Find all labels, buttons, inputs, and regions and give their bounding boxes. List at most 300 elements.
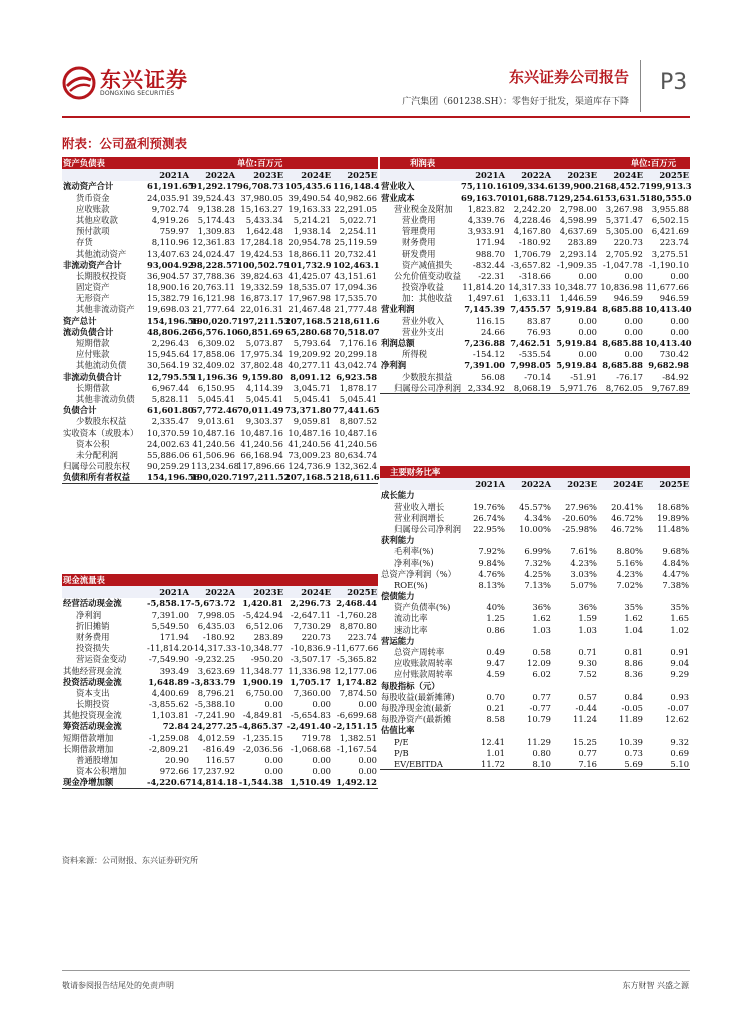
year-label: 2021A bbox=[460, 169, 506, 181]
year-label: 2023E bbox=[236, 169, 284, 181]
cell-value: 5,828.11 bbox=[151, 393, 189, 404]
table-row bbox=[380, 501, 690, 512]
cell-value: 10,370.59 bbox=[147, 427, 190, 438]
cell-value: 6,309.02 bbox=[197, 338, 235, 349]
year-header-row bbox=[62, 586, 378, 598]
cell-value: 8.36 bbox=[624, 669, 643, 680]
row-label: 估值比率 bbox=[381, 725, 415, 736]
table-row bbox=[62, 777, 378, 788]
cell-value: 3,955.88 bbox=[651, 203, 690, 214]
cell-value: 0.00 bbox=[578, 349, 598, 360]
cell-value: 0.70 bbox=[486, 691, 505, 702]
cell-value: 14,814.18 bbox=[191, 777, 238, 788]
cell-value: 66,168.94 bbox=[240, 449, 283, 460]
cell-value: -5,673.72 bbox=[191, 598, 236, 609]
row-label: 少数股东损益 bbox=[402, 371, 453, 382]
table-row bbox=[380, 271, 690, 282]
row-label: 非流动资产合计 bbox=[63, 259, 122, 270]
cell-value: 5,919.84 bbox=[556, 338, 598, 349]
cell-value: 90,259.29 bbox=[147, 461, 190, 472]
row-label: 无形资产 bbox=[76, 293, 110, 304]
cell-value: 6,750.00 bbox=[245, 687, 283, 698]
cell-value: 12.62 bbox=[665, 714, 690, 725]
cell-value: 0.00 bbox=[312, 699, 331, 710]
table-row bbox=[62, 461, 378, 472]
cell-value bbox=[460, 490, 506, 501]
row-label: 利润总额 bbox=[381, 338, 415, 349]
row-label: 其他非流动资产 bbox=[76, 304, 135, 315]
logo-english-text: DONGXING SECURITIES bbox=[100, 90, 175, 97]
year-label: 2023E bbox=[552, 478, 598, 490]
table-row bbox=[62, 326, 378, 337]
table-row bbox=[62, 394, 378, 405]
cell-value: 8.10 bbox=[506, 759, 552, 770]
cell-value: 26.74% bbox=[473, 512, 505, 523]
cell-value: 7,730.29 bbox=[293, 620, 331, 631]
cell-value: 7,391.00 bbox=[464, 360, 505, 371]
row-label: 营业成本 bbox=[381, 192, 415, 203]
table-row bbox=[62, 248, 378, 259]
cell-value: 8.58 bbox=[486, 714, 505, 725]
cell-value: 2,334.92 bbox=[460, 382, 506, 393]
cell-value bbox=[460, 725, 506, 736]
cell-value: 18,535.07 bbox=[288, 282, 331, 293]
year-label: 2022A bbox=[190, 169, 236, 181]
cell-value: 9,702.74 bbox=[151, 203, 189, 214]
cell-value: 972.66 bbox=[159, 766, 189, 777]
cell-value: -1,544.38 bbox=[236, 777, 284, 788]
cell-value: 35% bbox=[670, 602, 690, 613]
table-row bbox=[380, 602, 690, 613]
cell-value: 70,011.49 bbox=[237, 405, 284, 416]
cell-value: 19.76% bbox=[473, 501, 505, 512]
cell-value bbox=[644, 490, 690, 501]
cell-value: 3,933.91 bbox=[467, 226, 505, 237]
cell-value bbox=[598, 535, 644, 546]
cell-value bbox=[552, 635, 598, 646]
cell-value: 393.49 bbox=[159, 665, 189, 676]
cell-value: 22,016.31 bbox=[240, 304, 283, 315]
table-row bbox=[62, 632, 378, 643]
cell-value: 0.00 bbox=[670, 270, 690, 281]
row-label: 经营活动现金流 bbox=[63, 598, 122, 609]
cell-value: 218,611.6 bbox=[333, 472, 380, 483]
cell-value: 1.04 bbox=[624, 624, 643, 635]
table-row bbox=[380, 680, 690, 691]
table-row bbox=[380, 535, 690, 546]
cell-value: 55,886.06 bbox=[147, 449, 190, 460]
cell-value: 11.48% bbox=[657, 523, 690, 534]
row-label: 少数股东权益 bbox=[76, 416, 127, 427]
cell-value: 207,168.5 bbox=[285, 315, 332, 326]
cell-value: 1.65 bbox=[670, 613, 690, 624]
cell-value: 36,904.57 bbox=[147, 270, 190, 281]
cell-value: 0.86 bbox=[486, 624, 505, 635]
cell-value: 168,452.7 bbox=[599, 181, 646, 192]
row-label: 偿债能力 bbox=[381, 591, 415, 602]
cell-value: 2,468.44 bbox=[336, 598, 377, 609]
table-header bbox=[62, 157, 378, 169]
cell-value: 4,012.59 bbox=[197, 732, 235, 743]
cell-value: 60,851.69 bbox=[237, 326, 284, 337]
cell-value bbox=[506, 680, 552, 691]
cell-value: 4,114.39 bbox=[245, 382, 283, 393]
cell-value: 9,767.89 bbox=[644, 382, 690, 393]
cell-value: 1,103.81 bbox=[151, 710, 189, 721]
cell-value: 21,467.48 bbox=[288, 304, 331, 315]
row-label: 公允价值变动收益 bbox=[394, 270, 461, 281]
cell-value: 0.73 bbox=[624, 747, 643, 758]
table-row bbox=[380, 647, 690, 658]
row-label: 现金净增加额 bbox=[62, 777, 146, 788]
cell-value: 13,407.63 bbox=[147, 248, 190, 259]
row-label: 每股净资产(最新摊 bbox=[381, 714, 452, 725]
year-label: 2021A bbox=[146, 169, 190, 181]
row-label: 财务费用 bbox=[402, 237, 436, 248]
cell-value bbox=[644, 591, 690, 602]
cell-value bbox=[598, 490, 644, 501]
cell-value: 7.13% bbox=[524, 579, 551, 590]
cell-value: 96,708.73 bbox=[237, 181, 284, 192]
cell-value: 0.00 bbox=[264, 755, 283, 766]
row-label: 资产负债率(%) bbox=[394, 602, 451, 613]
disclaimer-note: 敬请参阅报告结尾处的免责声明 bbox=[62, 981, 174, 990]
cell-value: 15.25 bbox=[573, 736, 597, 747]
table-row bbox=[380, 293, 690, 304]
cell-value: 113,234.68 bbox=[191, 461, 239, 472]
cell-value: 48,806.26 bbox=[147, 326, 194, 337]
cell-value: 101,688.7 bbox=[507, 192, 554, 203]
cell-value bbox=[644, 635, 690, 646]
cell-value: -832.44 bbox=[472, 259, 505, 270]
cell-value: 16,873.17 bbox=[240, 293, 283, 304]
cell-value: 93,004.92 bbox=[147, 259, 194, 270]
row-label: 营业外支出 bbox=[402, 326, 444, 337]
cell-value: 154,196.56 bbox=[147, 472, 200, 483]
cell-value: 6.99% bbox=[524, 546, 551, 557]
cell-value: 12,361.83 bbox=[192, 237, 235, 248]
cell-value: 1,309.83 bbox=[197, 226, 235, 237]
cell-value: 116.57 bbox=[205, 755, 235, 766]
row-label: 长期投资 bbox=[76, 699, 110, 710]
cell-value: -0.44 bbox=[575, 702, 597, 713]
cell-value: 11.24 bbox=[573, 714, 597, 725]
cell-value bbox=[460, 591, 506, 602]
table-row bbox=[380, 725, 690, 736]
row-label: P/E bbox=[394, 736, 409, 747]
row-label: 速动比率 bbox=[394, 624, 428, 635]
table-row bbox=[380, 226, 690, 237]
row-label: 净利润 bbox=[381, 360, 407, 371]
cell-value bbox=[598, 635, 644, 646]
cell-value: 8.86 bbox=[624, 658, 643, 669]
table-row bbox=[380, 591, 690, 602]
cell-value: 41,240.56 bbox=[240, 438, 283, 449]
table-row bbox=[380, 658, 690, 669]
ratios-title: 主要财务比率 bbox=[380, 466, 690, 478]
cell-value: 7,998.05 bbox=[197, 609, 235, 620]
row-label: 应收账款周转率 bbox=[394, 658, 453, 669]
cell-value: 1.03 bbox=[578, 624, 597, 635]
table-row bbox=[62, 271, 378, 282]
cell-value: 72.84 bbox=[162, 721, 189, 732]
cell-value: 22,291.05 bbox=[334, 203, 378, 214]
cell-value: 36% bbox=[578, 602, 597, 613]
cell-value: 17,094.36 bbox=[334, 282, 378, 293]
cell-value: 102,463.1 bbox=[333, 259, 380, 270]
cell-value: 24,035.91 bbox=[147, 192, 190, 203]
cell-value: 10.39 bbox=[619, 736, 643, 747]
cell-value: 132,362.4 bbox=[334, 461, 378, 472]
row-label: 营运能力 bbox=[381, 635, 415, 646]
cell-value: 100,502.79 bbox=[237, 259, 290, 270]
row-label: 长期借款 bbox=[76, 382, 110, 393]
year-header-row bbox=[62, 169, 378, 181]
cell-value: 37,788.36 bbox=[192, 270, 235, 281]
cell-value: 8,685.88 bbox=[602, 360, 644, 371]
cell-value: -1,259.08 bbox=[148, 732, 189, 743]
cell-value: 1,174.82 bbox=[336, 676, 377, 687]
year-label: 2022A bbox=[506, 169, 552, 181]
cell-value: 5,214.21 bbox=[293, 214, 331, 225]
cell-value: 4.84% bbox=[662, 557, 690, 568]
cell-value: 4,339.76 bbox=[467, 214, 505, 225]
cell-value: 0.21 bbox=[486, 702, 505, 713]
table-row bbox=[380, 259, 690, 270]
row-label: P/B bbox=[394, 747, 409, 758]
cell-value: 0.00 bbox=[624, 315, 644, 326]
cell-value: 1,446.59 bbox=[559, 293, 598, 304]
cell-value: 5.07% bbox=[570, 579, 597, 590]
cell-value: 5,174.43 bbox=[197, 214, 235, 225]
cell-value: 17,237.92 bbox=[192, 766, 235, 777]
cell-value: 20.90 bbox=[165, 755, 189, 766]
cell-value: 12,177.06 bbox=[334, 665, 377, 676]
row-label: 其他非流动负债 bbox=[76, 393, 135, 404]
cell-value: 17,975.34 bbox=[240, 349, 283, 360]
cell-value: 5,793.64 bbox=[293, 338, 331, 349]
cell-value: 6,967.44 bbox=[151, 382, 189, 393]
table-row bbox=[380, 714, 690, 725]
cell-value: 10.00% bbox=[519, 523, 551, 534]
cell-value: -84.92 bbox=[662, 371, 690, 382]
year-label: 2024E bbox=[284, 586, 332, 598]
cell-value: 0.84 bbox=[624, 691, 643, 702]
cell-value: -1,190.10 bbox=[648, 259, 690, 270]
table-row bbox=[380, 736, 690, 747]
cell-value: -180.92 bbox=[518, 237, 552, 248]
cell-value: 5.69 bbox=[598, 759, 644, 770]
table-row bbox=[62, 215, 378, 226]
table-row bbox=[62, 259, 378, 270]
table-row bbox=[380, 360, 690, 371]
cell-value: -2,151.15 bbox=[333, 721, 378, 732]
cell-value: 5,371.47 bbox=[605, 214, 644, 225]
cell-value: 11.89 bbox=[619, 714, 643, 725]
cell-value: 11,677.66 bbox=[646, 282, 690, 293]
cell-value: -4,849.81 bbox=[242, 710, 283, 721]
cell-value: 18,866.11 bbox=[288, 248, 331, 259]
cell-value: 2,335.47 bbox=[151, 416, 189, 427]
cell-value: 1,497.61 bbox=[467, 293, 505, 304]
cell-value: 9.47 bbox=[486, 658, 505, 669]
cell-value: 0.00 bbox=[312, 766, 331, 777]
cell-value: 46.72% bbox=[611, 512, 643, 523]
cell-value: 5,073.87 bbox=[245, 338, 283, 349]
cell-value: 171.94 bbox=[159, 631, 189, 642]
cell-value: 1,938.14 bbox=[293, 226, 331, 237]
cell-value: 10,487.16 bbox=[240, 427, 283, 438]
table-row bbox=[62, 450, 378, 461]
table-row bbox=[380, 192, 690, 203]
cell-value: 56.08 bbox=[481, 371, 505, 382]
cell-value: 0.00 bbox=[264, 699, 283, 710]
cell-value: 3,267.98 bbox=[605, 203, 644, 214]
cell-value: 5,305.00 bbox=[605, 226, 644, 237]
cell-value: 0.00 bbox=[578, 315, 598, 326]
cell-value bbox=[644, 680, 690, 691]
year-label: 2025E bbox=[332, 586, 378, 598]
table-row bbox=[380, 315, 690, 326]
row-label: 流动资产合计 bbox=[63, 181, 114, 192]
cell-value: 67,772.46 bbox=[191, 405, 238, 416]
cell-value: -950.20 bbox=[250, 654, 283, 665]
row-label: 营业外收入 bbox=[402, 315, 444, 326]
cell-value: 22.95% bbox=[473, 523, 505, 534]
cell-value: 5.10 bbox=[644, 759, 690, 770]
table-row bbox=[380, 304, 690, 315]
cell-value: 5,045.41 bbox=[293, 393, 331, 404]
row-label: 每股净现金流(最新 bbox=[381, 702, 452, 713]
cell-value: 3,045.71 bbox=[293, 382, 331, 393]
cell-value: 4.23% bbox=[616, 568, 643, 579]
cell-value: -154.12 bbox=[472, 349, 505, 360]
table-row bbox=[62, 688, 378, 699]
row-label: EV/EBITDA bbox=[380, 759, 460, 770]
cell-value: 8,807.52 bbox=[339, 416, 378, 427]
cell-value: -4,220.67 bbox=[147, 777, 192, 788]
cell-value: 1,705.17 bbox=[290, 676, 331, 687]
cell-value: 1.62 bbox=[624, 613, 643, 624]
table-row bbox=[62, 699, 378, 710]
row-label: 未分配利润 bbox=[76, 449, 118, 460]
cell-value: -5,654.83 bbox=[290, 710, 331, 721]
year-header-blank bbox=[62, 169, 146, 181]
cell-value: 20,732.41 bbox=[334, 248, 378, 259]
cell-value: -11,814.20 bbox=[147, 643, 193, 654]
cell-value bbox=[552, 680, 598, 691]
logo-text: 东兴证券 bbox=[100, 68, 188, 92]
cell-value: 5,022.71 bbox=[339, 214, 378, 225]
cell-value: -1,068.68 bbox=[290, 743, 331, 754]
year-label: 2022A bbox=[190, 586, 236, 598]
cell-value: 9.32 bbox=[670, 736, 690, 747]
cell-value bbox=[506, 725, 552, 736]
cell-value: -2,647.11 bbox=[290, 609, 331, 620]
cell-value: 1,420.81 bbox=[242, 598, 283, 609]
cell-value: 41,425.07 bbox=[288, 270, 331, 281]
source-note: 资料来源：公司财报、东兴证券研究所 bbox=[62, 856, 198, 865]
cell-value: 0.00 bbox=[624, 349, 644, 360]
cell-value: 9.68% bbox=[662, 546, 690, 557]
cell-value: 9.84% bbox=[478, 557, 505, 568]
cell-value: 43,151.61 bbox=[334, 270, 378, 281]
cell-value: -70.14 bbox=[524, 371, 552, 382]
cell-value: 7.02% bbox=[616, 579, 643, 590]
row-label: 净利润 bbox=[76, 609, 102, 620]
cell-value: -2,036.56 bbox=[242, 743, 283, 754]
table-row bbox=[62, 181, 378, 192]
table-header bbox=[380, 466, 690, 478]
cell-value: 4.25% bbox=[524, 568, 551, 579]
row-label: 长期借款增加 bbox=[63, 743, 114, 754]
table-row bbox=[62, 315, 378, 326]
cell-value: 283.89 bbox=[253, 631, 283, 642]
cell-value: 8,110.96 bbox=[151, 237, 189, 248]
cell-value: 40,982.66 bbox=[334, 192, 378, 203]
page-number: P3 bbox=[660, 70, 688, 95]
cell-value: 190,020.7 bbox=[191, 472, 238, 483]
cell-value: 8,068.19 bbox=[506, 382, 552, 393]
row-label: 资本支出 bbox=[76, 687, 110, 698]
row-label: 营业税金及附加 bbox=[394, 203, 453, 214]
year-label: 2024E bbox=[598, 478, 644, 490]
year-label: 2025E bbox=[644, 169, 690, 181]
cell-value: 117,896.66 bbox=[237, 461, 285, 472]
cell-value: 3.03% bbox=[570, 568, 597, 579]
row-label: 资本公积 bbox=[76, 438, 110, 449]
cell-value: 223.74 bbox=[347, 631, 377, 642]
table-row bbox=[62, 226, 378, 237]
cell-value: 5,919.84 bbox=[556, 304, 598, 315]
table-header bbox=[380, 157, 690, 169]
cell-value: 11,814.20 bbox=[462, 282, 505, 293]
year-label: 2025E bbox=[332, 169, 378, 181]
cell-value: 2,296.43 bbox=[151, 338, 189, 349]
row-label: 总资产净利润（%） bbox=[381, 568, 456, 579]
cell-value: 7,360.00 bbox=[293, 687, 331, 698]
cell-value: 9.04 bbox=[670, 658, 690, 669]
cell-value: 0.91 bbox=[670, 647, 690, 658]
table-row bbox=[380, 669, 690, 680]
row-label: 筹资活动现金流 bbox=[63, 721, 122, 732]
table-row bbox=[380, 181, 690, 192]
cell-value: 199,913.3 bbox=[645, 181, 692, 192]
row-label: 短期借款增加 bbox=[63, 732, 114, 743]
cell-value: 0.00 bbox=[358, 755, 377, 766]
table-header bbox=[62, 574, 378, 586]
table-row bbox=[380, 557, 690, 568]
cell-value: -5,388.10 bbox=[194, 699, 235, 710]
cell-value: 116.15 bbox=[475, 315, 505, 326]
cell-value: -816.49 bbox=[202, 743, 235, 754]
cell-value bbox=[460, 635, 506, 646]
table-row bbox=[62, 643, 378, 654]
cell-value: 76.93 bbox=[527, 326, 552, 337]
cell-value: -14,317.33 bbox=[191, 643, 237, 654]
row-label: 归属母公司股东权 bbox=[63, 461, 130, 472]
cell-value: 2,242.20 bbox=[513, 203, 552, 214]
cell-value: 4.34% bbox=[524, 512, 551, 523]
appendix-title: 附表：公司盈利预测表 bbox=[62, 136, 188, 151]
cell-value: 4.23% bbox=[570, 557, 597, 568]
table-row bbox=[380, 248, 690, 259]
cell-value: -3,507.17 bbox=[290, 654, 331, 665]
header-divider bbox=[640, 60, 641, 112]
cell-value: 7,145.39 bbox=[464, 304, 505, 315]
cell-value: 98,228.57 bbox=[191, 259, 238, 270]
year-label: 2023E bbox=[236, 586, 284, 598]
